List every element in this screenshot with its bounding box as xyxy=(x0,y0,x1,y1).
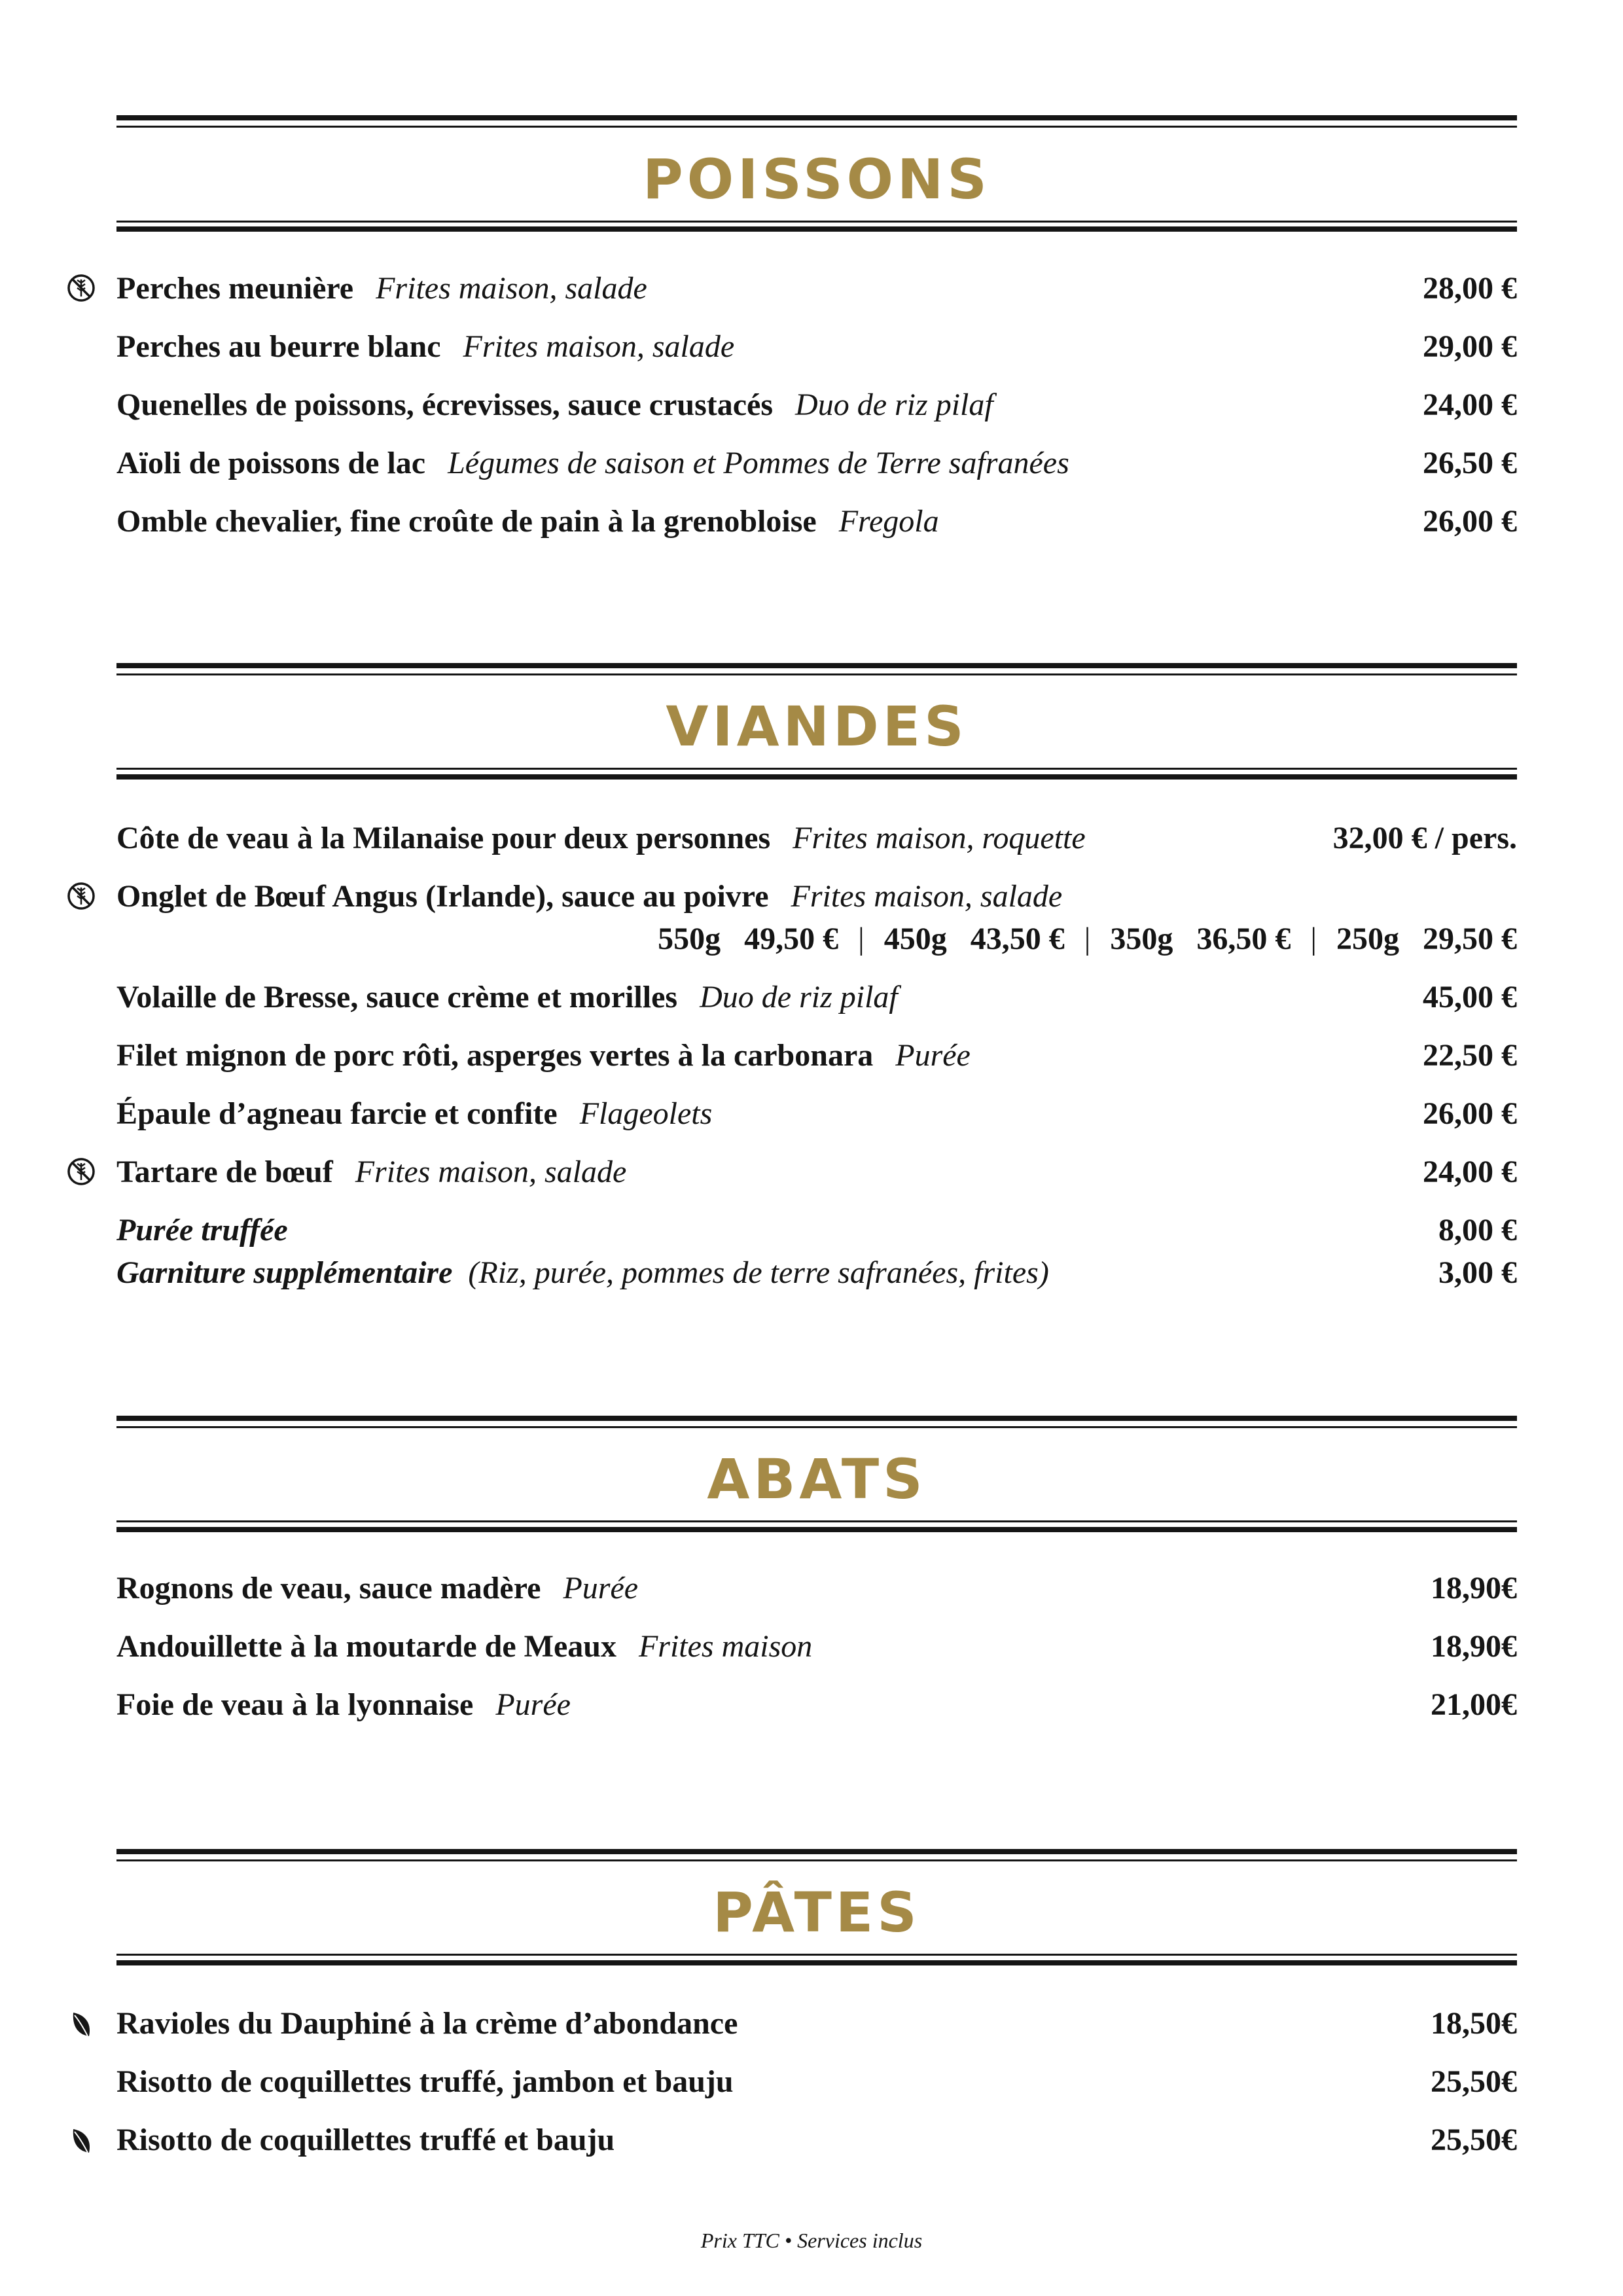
option-price: 49,50 € xyxy=(744,922,839,956)
no-gluten-icon xyxy=(67,1157,96,1186)
section-rule xyxy=(116,774,1517,780)
weight-options xyxy=(658,916,1517,962)
item-side: Frites maison, salade xyxy=(463,329,735,364)
no-gluten-icon xyxy=(67,274,96,302)
item-name: Andouillette à la moutarde de Meaux xyxy=(116,1629,616,1664)
section-rule xyxy=(116,1954,1517,1956)
extra-name: Garniture supplémentaire xyxy=(116,1255,453,1290)
menu-item xyxy=(116,1624,1517,1670)
no-gluten-icon xyxy=(67,882,96,910)
option-price: 36,50 € xyxy=(1196,922,1291,956)
section-rule xyxy=(116,1426,1517,1428)
extra-name: Purée truffée xyxy=(116,1213,288,1247)
item-price: 18,90€ xyxy=(1431,1571,1517,1605)
menu-item xyxy=(116,440,1517,486)
menu-item xyxy=(116,1091,1517,1137)
section-rule xyxy=(116,126,1517,128)
item-price: 28,00 € xyxy=(1423,271,1517,306)
menu-item xyxy=(116,499,1517,545)
item-name: Tartare de bœuf xyxy=(116,1155,333,1189)
section-rule xyxy=(116,221,1517,223)
option-separator: | xyxy=(1310,922,1317,956)
menu-item xyxy=(116,816,1517,861)
section-rule xyxy=(116,115,1517,120)
item-name: Perches meunière xyxy=(116,271,354,306)
item-side: Frites maison, salade xyxy=(355,1155,627,1189)
menu-item xyxy=(116,874,1517,920)
item-price: 25,50€ xyxy=(1431,2064,1517,2099)
section-rule xyxy=(116,1520,1517,1522)
menu-item xyxy=(116,2117,1517,2163)
item-side: Fregola xyxy=(838,504,939,539)
item-price: 26,00 € xyxy=(1423,1096,1517,1131)
item-side: Purée xyxy=(495,1687,571,1722)
item-name: Omble chevalier, fine croûte de pain à la grenobloise xyxy=(116,504,817,539)
item-price: 26,50 € xyxy=(1423,446,1517,480)
item-price: 22,50 € xyxy=(1423,1038,1517,1073)
item-side: Purée xyxy=(563,1571,639,1605)
menu-item xyxy=(116,1566,1517,1611)
item-side: Purée xyxy=(895,1038,971,1073)
price-footnote: Prix TTC • Services inclus xyxy=(700,2229,923,2252)
item-side: Légumes de saison et Pommes de Terre safranées xyxy=(448,446,1069,480)
section-rule xyxy=(116,1960,1517,1965)
item-side: Frites maison xyxy=(638,1629,813,1664)
item-name: Perches au beurre blanc xyxy=(116,329,441,364)
option-weight: 250g xyxy=(1336,922,1399,956)
section-title-poissons: POISSONS xyxy=(643,147,991,211)
item-name: Ravioles du Dauphiné à la crème d’abondance xyxy=(116,2006,738,2041)
section-rule xyxy=(116,1859,1517,1861)
item-name: Risotto de coquillettes truffé, jambon et bauju xyxy=(116,2064,734,2099)
extra-item xyxy=(116,1208,1517,1253)
item-name: Risotto de coquillettes truffé et bauju xyxy=(116,2123,615,2157)
item-price: 29,00 € xyxy=(1423,329,1517,364)
item-name: Rognons de veau, sauce madère xyxy=(116,1571,541,1605)
section-title-pates: PÂTES xyxy=(713,1880,921,1945)
option-separator: | xyxy=(858,922,865,956)
option-separator: | xyxy=(1084,922,1091,956)
extra-price: 3,00 € xyxy=(1438,1255,1517,1290)
menu-item xyxy=(116,2001,1517,2047)
menu-item xyxy=(116,324,1517,370)
item-name: Épaule d’agneau farcie et confite xyxy=(116,1096,558,1131)
section-title-abats: ABATS xyxy=(707,1447,927,1511)
option-price: 43,50 € xyxy=(970,922,1065,956)
option-weight: 350g xyxy=(1110,922,1173,956)
item-price: 24,00 € xyxy=(1423,387,1517,422)
menu-item xyxy=(116,266,1517,312)
option-weight: 550g xyxy=(658,922,721,956)
item-price: 32,00 € / pers. xyxy=(1332,821,1517,855)
item-price: 25,50€ xyxy=(1431,2123,1517,2157)
section-rule xyxy=(116,1416,1517,1421)
item-side: Flageolets xyxy=(579,1096,713,1131)
menu-item xyxy=(116,382,1517,428)
menu-item xyxy=(116,1682,1517,1728)
menu-item xyxy=(116,1149,1517,1195)
section-rule xyxy=(116,663,1517,668)
section-rule xyxy=(116,1849,1517,1854)
item-side: Frites maison, salade xyxy=(376,271,647,306)
item-name: Quenelles de poissons, écrevisses, sauce crustacés xyxy=(116,387,774,422)
item-name: Aïoli de poissons de lac xyxy=(116,446,426,480)
option-price: 29,50 € xyxy=(1423,922,1517,956)
vegetarian-leaf-icon xyxy=(67,2126,96,2155)
option-weight: 450g xyxy=(883,922,947,956)
section-rule xyxy=(116,1527,1517,1532)
item-price: 24,00 € xyxy=(1423,1155,1517,1189)
item-price: 21,00€ xyxy=(1431,1687,1517,1722)
item-name: Foie de veau à la lyonnaise xyxy=(116,1687,474,1722)
item-price: 18,50€ xyxy=(1431,2006,1517,2041)
item-name: Onglet de Bœuf Angus (Irlande), sauce au poivre xyxy=(116,879,769,914)
menu-item xyxy=(116,975,1517,1020)
extra-price: 8,00 € xyxy=(1438,1213,1517,1247)
menu-item xyxy=(116,2059,1517,2105)
section-rule xyxy=(116,673,1517,675)
item-name: Volaille de Bresse, sauce crème et morilles xyxy=(116,980,678,1014)
item-side: Frites maison, salade xyxy=(791,879,1063,914)
section-rule xyxy=(116,226,1517,232)
item-side: Duo de riz pilaf xyxy=(795,387,993,422)
item-name: Côte de veau à la Milanaise pour deux personnes xyxy=(116,821,771,855)
vegetarian-leaf-icon xyxy=(67,2010,96,2039)
item-side: Duo de riz pilaf xyxy=(700,980,898,1014)
item-name: Filet mignon de porc rôti, asperges vertes à la carbonara xyxy=(116,1038,874,1073)
menu-item xyxy=(116,1033,1517,1079)
section-title-viandes: VIANDES xyxy=(666,694,968,759)
extra-item xyxy=(116,1250,1517,1296)
item-price: 26,00 € xyxy=(1423,504,1517,539)
item-price: 45,00 € xyxy=(1423,980,1517,1014)
item-price: 18,90€ xyxy=(1431,1629,1517,1664)
section-rule xyxy=(116,768,1517,770)
extra-side: (Riz, purée, pommes de terre safranées, frites) xyxy=(468,1255,1049,1290)
item-side: Frites maison, roquette xyxy=(793,821,1086,855)
